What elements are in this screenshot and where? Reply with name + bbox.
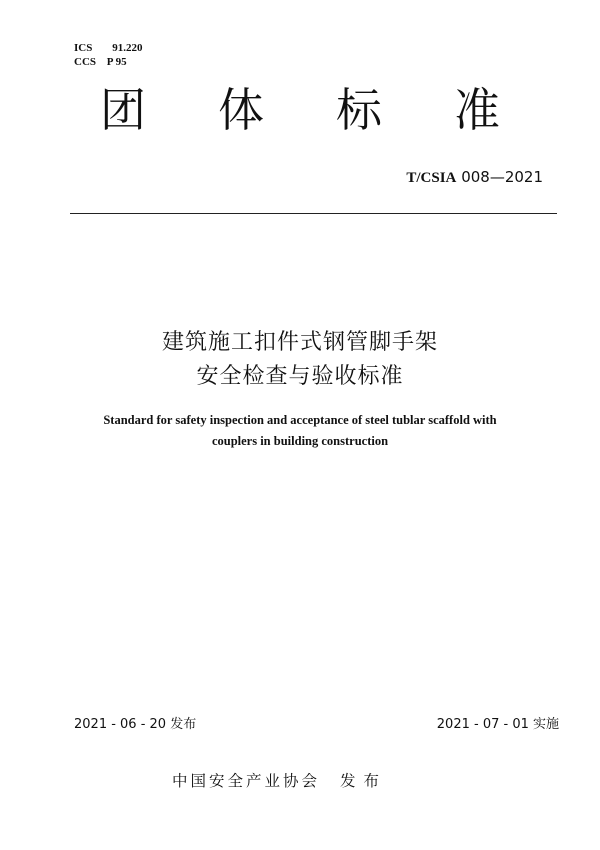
effective-date: 2021 - 07 - 01 实施 [436, 717, 559, 732]
ccs-code: P 95 [106, 56, 127, 68]
publisher-line [172, 770, 387, 792]
category-title-char: 团 [100, 83, 146, 137]
ics-code: 91.220 [112, 42, 143, 54]
header-divider [70, 213, 557, 214]
standard-number [406, 167, 543, 188]
ics-classification [74, 41, 143, 55]
ics-label: ICS [74, 42, 93, 54]
title-chinese [0, 326, 600, 394]
title-chinese-line-1: 建筑施工扣件式钢管脚手架 [161, 330, 438, 355]
release-date: 2021 - 06 - 20 发布 [74, 717, 197, 732]
category-title-char: 标 [336, 83, 382, 137]
ccs-classification [74, 55, 127, 69]
standard-code: 008—2021 [461, 168, 543, 186]
publish-action: 发布 [340, 772, 388, 790]
publisher-name: 中国安全产业协会 [172, 772, 321, 790]
title-english [0, 410, 600, 452]
ccs-label: CCS [74, 56, 97, 68]
category-title [0, 80, 600, 140]
title-english-line-2: couplers in building construction [211, 434, 389, 448]
standard-prefix: T/CSIA [406, 170, 457, 186]
title-chinese-line-2: 安全检查与验收标准 [196, 364, 404, 389]
category-title-char: 体 [218, 83, 264, 137]
title-english-line-1: Standard for safety inspection and acceptance of steel tublar scaffold with [103, 413, 497, 427]
category-title-char: 准 [454, 83, 500, 137]
